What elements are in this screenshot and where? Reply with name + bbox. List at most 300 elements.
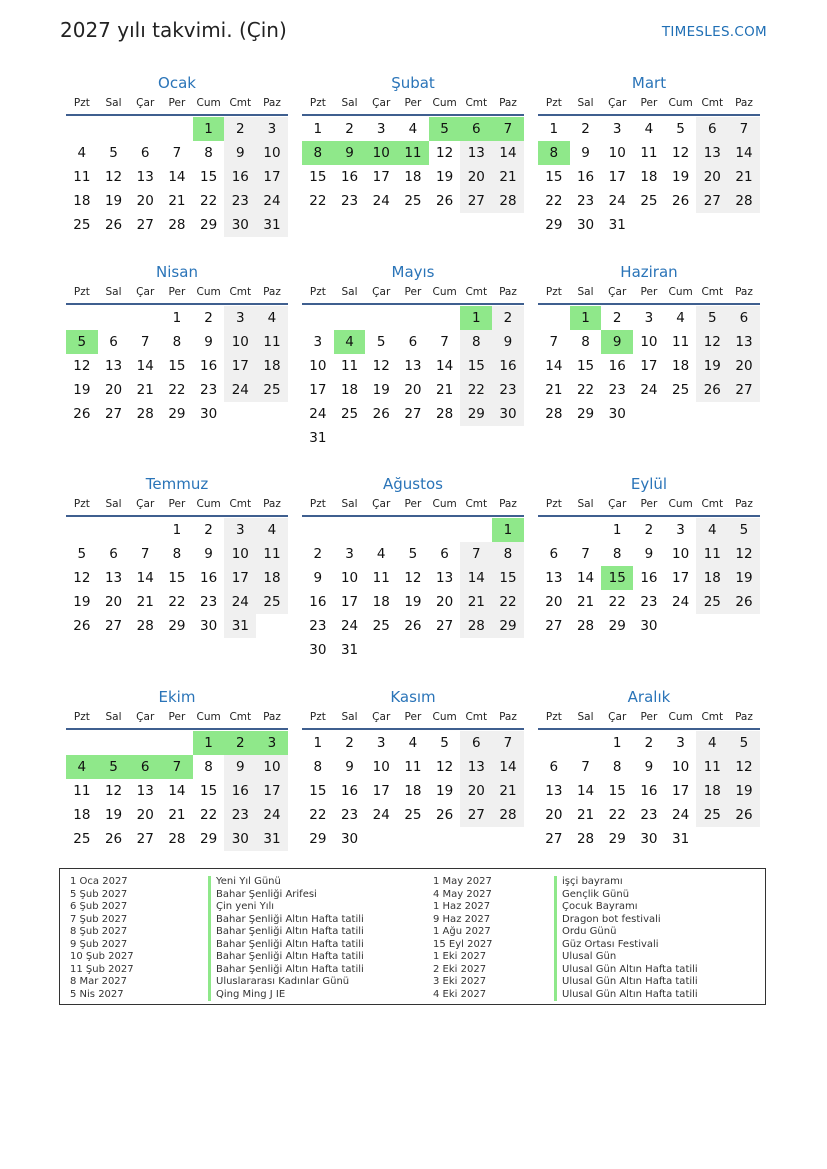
holiday-date: 1 Haz 2027: [433, 901, 491, 912]
day-cell: 13: [136, 169, 154, 185]
month-name: Nisan: [156, 263, 198, 281]
day-cell: 15: [460, 354, 492, 378]
weekday-label: Per: [404, 286, 422, 298]
day-cell: 1: [612, 735, 622, 751]
weekday-label: Cum: [668, 97, 693, 109]
day-cell: 20: [460, 779, 492, 803]
month-3: [538, 72, 760, 237]
weekday-label: Pzt: [73, 498, 90, 510]
day-cell: 26: [672, 193, 690, 209]
day-cell: 22: [168, 382, 186, 398]
day-cell: 4: [676, 310, 685, 326]
day-cell: 20: [545, 594, 563, 610]
weekday-label: Pzt: [73, 711, 90, 723]
day-cell: 10: [309, 358, 327, 374]
holiday-date: 8 Mar 2027: [70, 976, 128, 987]
day-cell: 21: [460, 590, 492, 614]
empty-cell: [129, 731, 161, 755]
day-cell: 23: [608, 382, 626, 398]
day-cell: 14: [492, 141, 524, 165]
day-cell: 29: [200, 217, 218, 233]
day-cell: 21: [136, 382, 154, 398]
legend-left-dates: [70, 876, 134, 1001]
day-cell: 23: [200, 382, 218, 398]
day-cell: 11: [256, 542, 288, 566]
weekday-label: Pzt: [73, 97, 90, 109]
day-cell: 24: [340, 618, 359, 634]
day-cell: 19: [436, 783, 454, 799]
day-cell: 19: [728, 779, 760, 803]
empty-cell: [129, 306, 161, 330]
weekday-label: Cmt: [229, 97, 252, 109]
day-cell: 5: [728, 518, 760, 542]
day-cell: 19: [404, 594, 422, 610]
day-cell: 30: [340, 831, 359, 847]
holiday-name: Ulusal Gün Altın Hafta tatili: [554, 964, 698, 977]
day-cell: 11: [256, 330, 288, 354]
day-cell: 2: [644, 735, 654, 751]
weekday-label: Çar: [608, 498, 627, 510]
day-cell: 13: [460, 141, 492, 165]
day-cell: 4: [408, 735, 418, 751]
day-cell: 22: [200, 807, 218, 823]
day-cell: 8: [612, 546, 622, 562]
weekday-label: Pzt: [73, 286, 90, 298]
month-name: Mart: [631, 74, 667, 92]
day-cell: 30: [200, 406, 218, 422]
legend-right-dates: [433, 876, 493, 1001]
day-cell: 26: [404, 618, 422, 634]
weekday-label: Cmt: [701, 711, 724, 723]
weekday-label: Pzt: [545, 711, 562, 723]
day-cell: 1: [612, 522, 622, 538]
day-cell: 29: [576, 406, 595, 422]
day-cell: 2: [224, 117, 256, 141]
day-cell: 5: [696, 306, 728, 330]
day-cell: 15: [309, 169, 327, 185]
day-cell: 13: [545, 570, 563, 586]
day-cell: 13: [136, 783, 154, 799]
day-cell: 8: [581, 334, 590, 350]
holiday-name: Bahar Şenliği Arifesi: [208, 889, 364, 902]
day-cell: 28: [545, 406, 563, 422]
day-cell: 8: [492, 542, 524, 566]
month-4: [66, 261, 288, 426]
weekday-label: Paz: [499, 498, 517, 510]
day-cell: 18: [696, 566, 728, 590]
day-cell: 22: [460, 378, 492, 402]
weekday-label: Cmt: [701, 97, 724, 109]
day-cell: 25: [372, 618, 390, 634]
holiday-name: Dragon bot festivali: [554, 914, 698, 927]
month-name: Mayıs: [391, 263, 435, 281]
day-cell: 13: [460, 755, 492, 779]
day-cell: 19: [372, 382, 390, 398]
day-cell: 7: [492, 731, 524, 755]
day-cell: 27: [728, 378, 760, 402]
weekday-label: Cum: [196, 97, 221, 109]
day-cell: 31: [256, 827, 288, 851]
holiday-day-cell: 6: [460, 117, 492, 141]
day-cell: 16: [224, 779, 256, 803]
day-cell: 6: [440, 546, 449, 562]
weekday-label: Cum: [432, 711, 457, 723]
weekday-label: Çar: [136, 97, 155, 109]
day-cell: 23: [340, 193, 359, 209]
month-6: [538, 261, 760, 426]
day-cell: 13: [545, 783, 563, 799]
day-grid: [302, 518, 524, 662]
day-cell: 20: [696, 165, 728, 189]
weekday-label: Çar: [372, 498, 391, 510]
weekday-label: Paz: [735, 711, 753, 723]
day-cell: 22: [200, 193, 218, 209]
day-cell: 11: [696, 542, 728, 566]
day-cell: 4: [256, 518, 288, 542]
weekday-label: Cmt: [229, 711, 252, 723]
holiday-day-cell: 8: [538, 141, 570, 165]
weekday-label: Pzt: [309, 711, 326, 723]
day-cell: 25: [256, 590, 288, 614]
holiday-day-cell: 1: [193, 117, 225, 141]
day-cell: 22: [309, 193, 327, 209]
empty-cell: [98, 731, 130, 755]
day-cell: 1: [313, 735, 323, 751]
day-cell: 9: [492, 330, 524, 354]
day-cell: 12: [672, 145, 690, 161]
day-cell: 2: [345, 121, 354, 137]
day-cell: 17: [224, 354, 256, 378]
weekday-label: Pzt: [545, 286, 562, 298]
day-cell: 25: [340, 406, 359, 422]
day-cell: 4: [644, 121, 654, 137]
holiday-day-cell: 5: [66, 330, 98, 354]
holiday-day-cell: 8: [302, 141, 334, 165]
day-cell: 25: [73, 831, 91, 847]
empty-cell: [66, 518, 98, 542]
month-9: [538, 473, 760, 638]
day-cell: 22: [576, 382, 595, 398]
weekday-label: Cmt: [701, 286, 724, 298]
weekday-header: [302, 708, 524, 730]
holiday-day-cell: 3: [256, 731, 288, 755]
day-cell: 23: [309, 618, 327, 634]
day-cell: 17: [672, 783, 690, 799]
day-cell: 12: [73, 358, 91, 374]
holiday-day-cell: 1: [492, 518, 524, 542]
weekday-label: Pzt: [545, 97, 562, 109]
day-cell: 21: [168, 807, 186, 823]
day-cell: 6: [696, 117, 728, 141]
day-cell: 8: [313, 759, 323, 775]
day-cell: 27: [404, 406, 422, 422]
weekday-label: Cum: [196, 711, 221, 723]
day-cell: 4: [696, 731, 728, 755]
holiday-name: Uluslararası Kadınlar Günü: [208, 976, 364, 989]
day-cell: 30: [200, 618, 218, 634]
holiday-name: işçi bayramı: [554, 876, 698, 889]
day-cell: 22: [492, 590, 524, 614]
day-cell: 10: [256, 141, 288, 165]
day-cell: 10: [608, 145, 626, 161]
day-cell: 26: [73, 406, 91, 422]
day-grid: [66, 518, 288, 638]
weekday-label: Sal: [105, 711, 122, 723]
day-cell: 14: [492, 755, 524, 779]
day-cell: 27: [436, 618, 454, 634]
day-grid: [302, 306, 524, 450]
weekday-label: Cmt: [229, 498, 252, 510]
holiday-day-cell: 4: [66, 755, 98, 779]
legend-right-names: [554, 876, 698, 1001]
day-cell: 26: [696, 378, 728, 402]
day-cell: 21: [492, 165, 524, 189]
day-cell: 21: [576, 594, 595, 610]
holiday-date: 11 Şub 2027: [70, 963, 134, 975]
empty-cell: [98, 518, 130, 542]
day-cell: 7: [581, 546, 590, 562]
day-cell: 2: [581, 121, 590, 137]
day-cell: 26: [372, 406, 390, 422]
month-name: Temmuz: [145, 475, 209, 493]
day-cell: 31: [224, 614, 256, 638]
weekday-label: Paz: [263, 498, 281, 510]
holiday-name: Yeni Yıl Günü: [208, 876, 364, 889]
day-cell: 27: [136, 217, 154, 233]
holiday-date: 15 Eyl 2027: [433, 938, 493, 950]
day-cell: 2: [345, 735, 354, 751]
day-cell: 18: [372, 594, 390, 610]
day-cell: 12: [372, 358, 390, 374]
day-cell: 14: [168, 169, 186, 185]
day-cell: 3: [256, 117, 288, 141]
day-cell: 14: [436, 358, 454, 374]
day-cell: 14: [136, 570, 154, 586]
day-cell: 31: [256, 213, 288, 237]
day-cell: 28: [136, 406, 154, 422]
weekday-header: [66, 708, 288, 730]
day-cell: 6: [109, 334, 118, 350]
weekday-label: Cmt: [465, 97, 488, 109]
day-cell: 17: [309, 382, 327, 398]
weekday-label: Pzt: [309, 97, 326, 109]
day-cell: 16: [492, 354, 524, 378]
day-cell: 28: [576, 831, 595, 847]
day-cell: 15: [200, 169, 218, 185]
day-cell: 7: [581, 759, 590, 775]
day-cell: 17: [372, 169, 390, 185]
weekday-label: Çar: [608, 97, 627, 109]
month-8: [302, 473, 524, 662]
day-cell: 27: [696, 189, 728, 213]
empty-cell: [66, 731, 98, 755]
holiday-date: 6 Şub 2027: [70, 901, 128, 912]
day-cell: 5: [440, 735, 449, 751]
day-cell: 20: [460, 165, 492, 189]
day-cell: 15: [576, 358, 595, 374]
weekday-label: Cmt: [465, 498, 488, 510]
day-cell: 11: [73, 169, 91, 185]
day-cell: 10: [640, 334, 658, 350]
day-cell: 6: [109, 546, 118, 562]
day-cell: 1: [313, 121, 323, 137]
weekday-label: Çar: [372, 286, 391, 298]
day-cell: 17: [608, 169, 626, 185]
holiday-date: 9 Şub 2027: [70, 938, 128, 950]
day-cell: 27: [545, 618, 563, 634]
day-cell: 27: [460, 803, 492, 827]
empty-cell: [129, 518, 161, 542]
day-cell: 15: [168, 358, 186, 374]
day-cell: 5: [408, 546, 418, 562]
day-cell: 19: [73, 594, 91, 610]
weekday-label: Cum: [432, 97, 457, 109]
day-cell: 16: [640, 570, 658, 586]
empty-cell: [460, 518, 492, 542]
day-cell: 20: [136, 193, 154, 209]
day-cell: 24: [256, 189, 288, 213]
weekday-label: Paz: [263, 97, 281, 109]
holiday-day-cell: 6: [129, 755, 161, 779]
weekday-label: Cum: [668, 711, 693, 723]
holiday-day-cell: 1: [570, 306, 602, 330]
empty-cell: [66, 117, 98, 141]
holiday-day-cell: 9: [334, 141, 366, 165]
day-cell: 16: [608, 358, 626, 374]
weekday-header: [302, 283, 524, 305]
day-cell: 27: [460, 189, 492, 213]
day-cell: 21: [436, 382, 454, 398]
day-cell: 27: [104, 618, 123, 634]
legend-left-names: [208, 876, 364, 1001]
day-cell: 28: [728, 189, 760, 213]
day-cell: 6: [728, 306, 760, 330]
day-cell: 31: [309, 430, 327, 446]
day-cell: 18: [404, 169, 422, 185]
day-cell: 17: [640, 358, 658, 374]
empty-cell: [66, 306, 98, 330]
site-link[interactable]: TIMESLES.COM: [661, 24, 767, 40]
weekday-label: Pzt: [309, 286, 326, 298]
day-cell: 16: [224, 165, 256, 189]
day-cell: 29: [309, 831, 327, 847]
weekday-label: Cum: [432, 286, 457, 298]
day-cell: 26: [436, 193, 454, 209]
day-cell: 15: [608, 783, 626, 799]
day-cell: 18: [73, 807, 91, 823]
day-cell: 23: [576, 193, 595, 209]
day-cell: 22: [309, 807, 327, 823]
weekday-label: Sal: [341, 498, 358, 510]
day-cell: 23: [200, 594, 218, 610]
day-cell: 24: [672, 594, 690, 610]
holiday-name: Bahar Şenliği Altın Hafta tatili: [208, 939, 364, 952]
day-cell: 9: [224, 755, 256, 779]
holiday-name: Ulusal Gün Altın Hafta tatili: [554, 989, 698, 1002]
day-cell: 18: [256, 566, 288, 590]
day-cell: 30: [640, 831, 658, 847]
day-cell: 28: [168, 217, 186, 233]
day-cell: 12: [104, 783, 123, 799]
empty-cell: [334, 518, 366, 542]
holiday-day-cell: 1: [460, 306, 492, 330]
day-cell: 30: [576, 217, 595, 233]
day-cell: 7: [140, 546, 150, 562]
day-cell: 9: [204, 334, 213, 350]
weekday-label: Per: [640, 97, 658, 109]
day-cell: 22: [545, 193, 563, 209]
weekday-label: Paz: [263, 711, 281, 723]
day-cell: 10: [340, 570, 359, 586]
day-cell: 5: [376, 334, 386, 350]
day-cell: 13: [728, 330, 760, 354]
weekday-label: Paz: [499, 97, 517, 109]
holiday-day-cell: 4: [334, 330, 366, 354]
day-cell: 3: [676, 735, 685, 751]
day-cell: 3: [676, 522, 685, 538]
day-cell: 25: [696, 590, 728, 614]
holiday-day-cell: 9: [601, 330, 633, 354]
day-cell: 2: [644, 522, 654, 538]
day-cell: 11: [696, 755, 728, 779]
day-cell: 6: [549, 546, 559, 562]
holiday-date: 9 Haz 2027: [433, 913, 491, 925]
day-cell: 4: [256, 306, 288, 330]
day-cell: 15: [168, 570, 186, 586]
day-cell: 7: [728, 117, 760, 141]
day-cell: 22: [168, 594, 186, 610]
holiday-name: Bahar Şenliği Altın Hafta tatili: [208, 914, 364, 927]
day-cell: 28: [576, 618, 595, 634]
day-cell: 28: [460, 614, 492, 638]
day-cell: 1: [549, 121, 559, 137]
weekday-header: [538, 708, 760, 730]
day-cell: 19: [104, 193, 123, 209]
day-cell: 29: [460, 402, 492, 426]
day-cell: 15: [545, 169, 563, 185]
weekday-label: Paz: [263, 286, 281, 298]
day-cell: 24: [372, 807, 390, 823]
day-cell: 4: [408, 121, 418, 137]
day-cell: 24: [672, 807, 690, 823]
holiday-day-cell: 5: [429, 117, 461, 141]
day-cell: 6: [460, 731, 492, 755]
day-cell: 6: [408, 334, 418, 350]
day-cell: 14: [576, 570, 595, 586]
day-cell: 30: [224, 213, 256, 237]
day-cell: 5: [676, 121, 685, 137]
day-cell: 9: [313, 570, 323, 586]
day-cell: 17: [672, 570, 690, 586]
day-cell: 11: [73, 783, 91, 799]
month-name: Ocak: [158, 74, 196, 92]
day-cell: 31: [340, 642, 359, 658]
day-cell: 26: [728, 803, 760, 827]
day-cell: 31: [608, 217, 626, 233]
day-cell: 1: [172, 310, 182, 326]
weekday-header: [538, 283, 760, 305]
day-cell: 5: [77, 546, 87, 562]
day-grid: [302, 731, 524, 851]
holiday-name: Ordu Günü: [554, 926, 698, 939]
day-cell: 12: [436, 759, 454, 775]
weekday-label: Cum: [196, 286, 221, 298]
holiday-date: 1 Ağu 2027: [433, 926, 491, 937]
day-cell: 13: [696, 141, 728, 165]
day-cell: 31: [672, 831, 690, 847]
day-cell: 18: [672, 358, 690, 374]
day-cell: 13: [104, 358, 123, 374]
